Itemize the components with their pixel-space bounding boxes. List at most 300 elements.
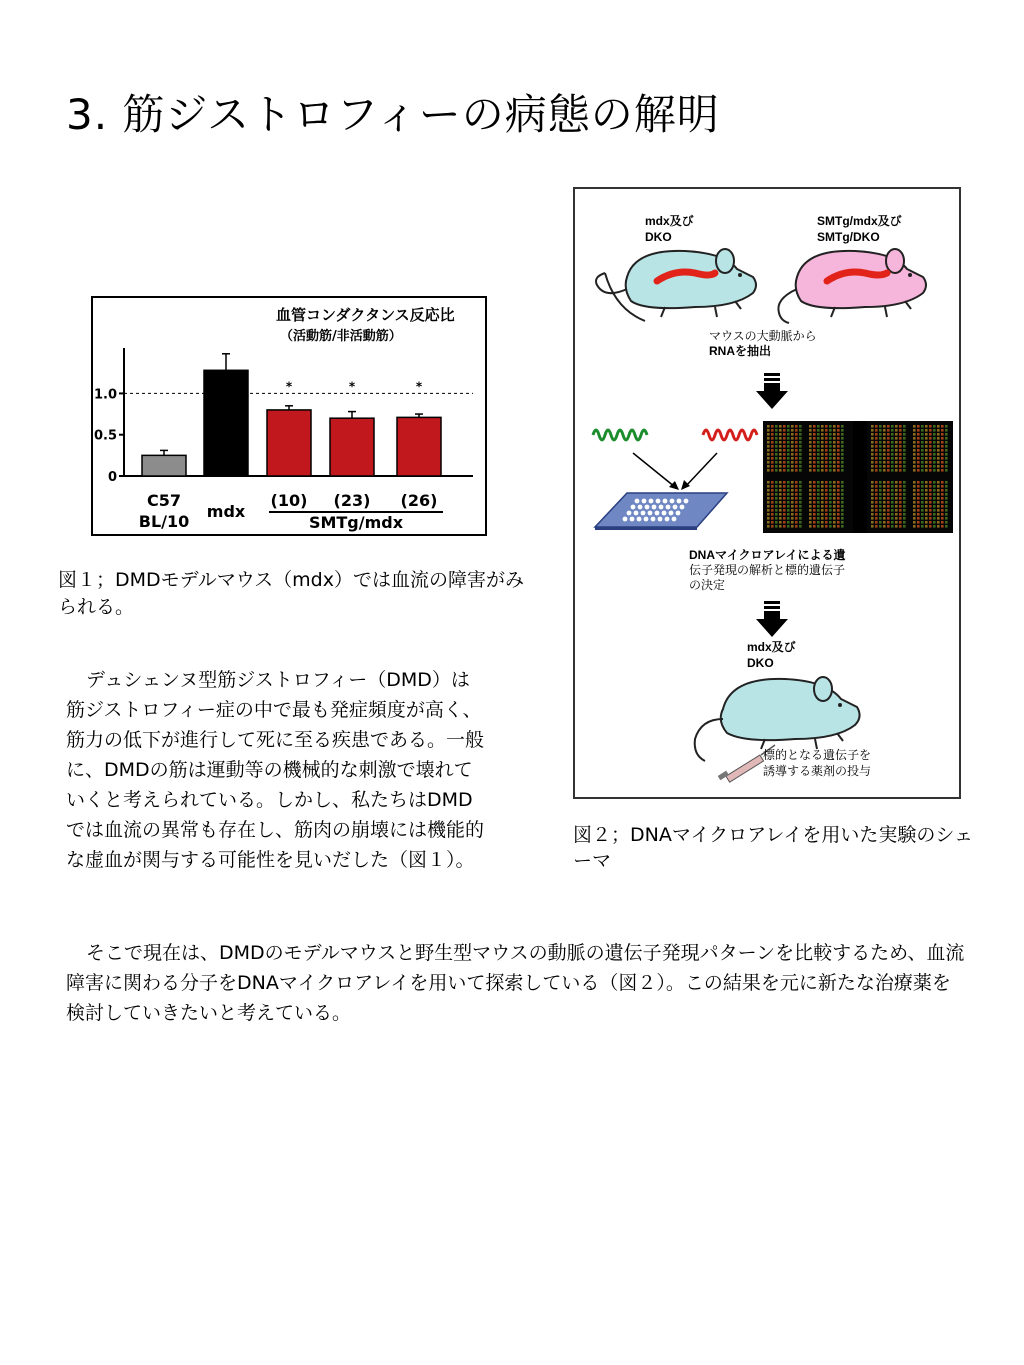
array-spot — [899, 449, 902, 452]
body-paragraph-2 — [66, 938, 966, 1028]
array-spot — [941, 493, 944, 496]
array-spot — [771, 433, 774, 436]
array-spot — [841, 501, 844, 504]
array-spot — [899, 469, 902, 472]
array-spot — [871, 453, 874, 456]
array-spot — [929, 505, 932, 508]
array-spot — [883, 457, 886, 460]
array-spot — [787, 465, 790, 468]
array-spot — [913, 521, 916, 524]
array-spot — [833, 521, 836, 524]
array-spot — [813, 429, 816, 432]
array-spot — [799, 457, 802, 460]
array-spot — [817, 485, 820, 488]
array-spot — [783, 437, 786, 440]
array-spot — [945, 489, 948, 492]
array-spot — [941, 457, 944, 460]
array-spot — [775, 433, 778, 436]
array-spot — [787, 449, 790, 452]
microarray-image — [763, 421, 953, 533]
array-spot — [817, 429, 820, 432]
array-spot — [837, 449, 840, 452]
array-spot — [917, 445, 920, 448]
array-spot — [841, 429, 844, 432]
array-spot — [795, 497, 798, 500]
mouse-mdx-icon — [596, 249, 756, 321]
array-spot — [775, 449, 778, 452]
array-spot — [817, 425, 820, 428]
array-spot — [833, 457, 836, 460]
array-spot — [929, 501, 932, 504]
array-spot — [895, 513, 898, 516]
array-spot — [809, 517, 812, 520]
array-spot — [799, 517, 802, 520]
array-spot — [945, 493, 948, 496]
array-spot — [887, 497, 890, 500]
array-spot — [799, 465, 802, 468]
array-spot — [883, 429, 886, 432]
array-spot — [891, 489, 894, 492]
slide-spot — [665, 517, 670, 522]
array-spot — [833, 505, 836, 508]
array-spot — [783, 457, 786, 460]
array-spot — [899, 437, 902, 440]
array-spot — [791, 513, 794, 516]
array-spot — [791, 445, 794, 448]
array-spot — [837, 465, 840, 468]
array-spot — [945, 525, 948, 528]
array-spot — [945, 509, 948, 512]
array-spot — [879, 517, 882, 520]
array-spot — [937, 445, 940, 448]
array-spot — [767, 513, 770, 516]
array-spot — [875, 489, 878, 492]
array-spot — [895, 453, 898, 456]
array-spot — [809, 469, 812, 472]
array-spot — [775, 493, 778, 496]
array-spot — [871, 521, 874, 524]
array-spot — [913, 429, 916, 432]
array-spot — [813, 497, 816, 500]
array-spot — [899, 513, 902, 516]
array-spot — [841, 509, 844, 512]
figure1-chart — [91, 296, 487, 536]
array-spot — [817, 521, 820, 524]
array-spot — [809, 445, 812, 448]
array-spot — [917, 429, 920, 432]
array-spot — [799, 521, 802, 524]
array-spot — [875, 505, 878, 508]
mouse-smtg-icon — [778, 249, 926, 323]
slide-spot — [658, 517, 663, 522]
array-spot — [767, 517, 770, 520]
slide-spot — [680, 505, 685, 510]
array-spot — [767, 461, 770, 464]
array-spot — [767, 457, 770, 460]
array-spot — [945, 437, 948, 440]
array-spot — [925, 449, 928, 452]
array-spot — [787, 521, 790, 524]
array-spot — [875, 465, 878, 468]
array-spot — [791, 453, 794, 456]
array-spot — [899, 517, 902, 520]
array-spot — [891, 457, 894, 460]
array-spot — [771, 513, 774, 516]
array-spot — [767, 493, 770, 496]
array-spot — [921, 429, 924, 432]
array-spot — [921, 441, 924, 444]
array-spot — [895, 509, 898, 512]
array-spot — [925, 493, 928, 496]
array-spot — [913, 517, 916, 520]
array-spot — [887, 489, 890, 492]
array-spot — [921, 517, 924, 520]
array-spot — [871, 433, 874, 436]
array-spot — [813, 509, 816, 512]
array-spot — [879, 437, 882, 440]
array-spot — [787, 513, 790, 516]
array-spot — [925, 481, 928, 484]
array-spot — [813, 481, 816, 484]
array-spot — [921, 493, 924, 496]
array-spot — [891, 497, 894, 500]
array-spot — [875, 425, 878, 428]
array-spot — [887, 525, 890, 528]
array-spot — [821, 441, 824, 444]
array-spot — [817, 461, 820, 464]
array-spot — [921, 425, 924, 428]
array-spot — [937, 525, 940, 528]
array-spot — [837, 425, 840, 428]
array-spot — [945, 469, 948, 472]
array-spot — [941, 513, 944, 516]
array-spot — [903, 449, 906, 452]
array-spot — [813, 445, 816, 448]
array-spot — [791, 441, 794, 444]
array-spot — [925, 517, 928, 520]
array-spot — [779, 513, 782, 516]
array-spot — [799, 513, 802, 516]
array-spot — [795, 505, 798, 508]
array-spot — [833, 509, 836, 512]
array-spot — [921, 509, 924, 512]
array-spot — [787, 501, 790, 504]
array-spot — [825, 521, 828, 524]
category-label: C57 — [146, 491, 182, 510]
array-spot — [809, 465, 812, 468]
array-spot — [933, 433, 936, 436]
array-spot — [887, 441, 890, 444]
array-spot — [799, 433, 802, 436]
array-spot — [913, 453, 916, 456]
array-spot — [879, 445, 882, 448]
array-spot — [809, 429, 812, 432]
step3-text-a: 標的となる遺伝子を — [763, 748, 872, 762]
array-spot — [883, 425, 886, 428]
array-spot — [871, 457, 874, 460]
array-spot — [917, 481, 920, 484]
slide-spot — [662, 511, 667, 516]
array-spot — [883, 525, 886, 528]
array-spot — [821, 525, 824, 528]
slide-spot — [644, 517, 649, 522]
array-spot — [883, 441, 886, 444]
array-spot — [829, 485, 832, 488]
array-spot — [871, 497, 874, 500]
array-spot — [945, 513, 948, 516]
figure2-caption: 図２；DNAマイクロアレイを用いた実験のシェーマ — [573, 824, 973, 872]
array-spot — [825, 525, 828, 528]
array-spot — [841, 465, 844, 468]
array-spot — [771, 437, 774, 440]
array-spot — [779, 485, 782, 488]
array-spot — [871, 481, 874, 484]
array-spot — [833, 461, 836, 464]
array-spot — [895, 441, 898, 444]
array-spot — [799, 505, 802, 508]
array-spot — [925, 453, 928, 456]
array-spot — [913, 433, 916, 436]
array-spot — [809, 461, 812, 464]
array-spot — [929, 509, 932, 512]
slide-spot — [652, 505, 657, 510]
array-spot — [925, 501, 928, 504]
array-spot — [791, 493, 794, 496]
array-spot — [809, 497, 812, 500]
array-spot — [795, 457, 798, 460]
array-spot — [929, 497, 932, 500]
array-spot — [903, 453, 906, 456]
array-spot — [787, 433, 790, 436]
array-spot — [799, 469, 802, 472]
array-spot — [933, 505, 936, 508]
array-spot — [875, 469, 878, 472]
array-spot — [779, 505, 782, 508]
array-spot — [791, 517, 794, 520]
array-spot — [821, 429, 824, 432]
array-spot — [795, 441, 798, 444]
array-spot — [875, 453, 878, 456]
array-spot — [825, 441, 828, 444]
array-spot — [837, 469, 840, 472]
array-spot — [791, 485, 794, 488]
array-spot — [791, 433, 794, 436]
array-spot — [929, 457, 932, 460]
array-spot — [937, 437, 940, 440]
array-spot — [903, 437, 906, 440]
array-spot — [775, 489, 778, 492]
array-spot — [817, 449, 820, 452]
array-spot — [937, 509, 940, 512]
array-spot — [941, 469, 944, 472]
array-spot — [817, 509, 820, 512]
array-spot — [771, 461, 774, 464]
array-spot — [825, 505, 828, 508]
array-spot — [899, 505, 902, 508]
body-text-2: そこで現在は、DMDのモデルマウスと野生型マウスの動脈の遺伝子発現パターンを比較するため、血流障害に関わる分子をDNAマイクロアレイを用いて探索している（図２）。この結果を元に新たな治療薬を検討していきたいと考えている。 — [66, 942, 965, 1024]
array-spot — [899, 457, 902, 460]
array-spot — [837, 441, 840, 444]
array-spot — [917, 465, 920, 468]
array-spot — [883, 493, 886, 496]
array-spot — [799, 501, 802, 504]
array-spot — [833, 433, 836, 436]
array-spot — [775, 521, 778, 524]
array-spot — [913, 509, 916, 512]
array-spot — [879, 497, 882, 500]
array-spot — [825, 433, 828, 436]
array-spot — [895, 449, 898, 452]
array-spot — [879, 509, 882, 512]
array-spot — [871, 449, 874, 452]
array-spot — [933, 517, 936, 520]
array-spot — [871, 461, 874, 464]
array-spot — [799, 449, 802, 452]
array-spot — [937, 461, 940, 464]
array-spot — [799, 485, 802, 488]
array-spot — [887, 481, 890, 484]
array-spot — [937, 497, 940, 500]
array-spot — [871, 489, 874, 492]
array-spot — [925, 509, 928, 512]
arrow-line-left — [633, 453, 675, 487]
array-spot — [913, 501, 916, 504]
array-spot — [921, 513, 924, 516]
array-spot — [771, 509, 774, 512]
array-spot — [891, 505, 894, 508]
array-spot — [917, 525, 920, 528]
array-spot — [787, 481, 790, 484]
array-spot — [779, 461, 782, 464]
array-spot — [879, 493, 882, 496]
array-spot — [817, 481, 820, 484]
array-spot — [787, 525, 790, 528]
array-spot — [913, 481, 916, 484]
array-spot — [771, 465, 774, 468]
array-spot — [767, 429, 770, 432]
array-spot — [817, 457, 820, 460]
step3-text-b: 誘導する薬剤の投与 — [763, 764, 872, 778]
array-spot — [887, 493, 890, 496]
array-spot — [841, 493, 844, 496]
array-spot — [795, 481, 798, 484]
array-spot — [879, 505, 882, 508]
array-spot — [833, 489, 836, 492]
array-spot — [933, 513, 936, 516]
array-spot — [821, 489, 824, 492]
array-spot — [941, 489, 944, 492]
array-spot — [825, 493, 828, 496]
arrow-line-right — [685, 453, 717, 487]
array-spot — [933, 469, 936, 472]
array-spot — [809, 449, 812, 452]
array-spot — [825, 425, 828, 428]
array-spot — [775, 509, 778, 512]
array-spot — [875, 437, 878, 440]
array-spot — [871, 425, 874, 428]
array-spot — [809, 485, 812, 488]
array-spot — [883, 461, 886, 464]
array-spot — [837, 429, 840, 432]
mouse2-label-b: SMTg/DKO — [817, 230, 880, 244]
array-spot — [937, 501, 940, 504]
array-spot — [899, 525, 902, 528]
y-tick-label: 0 — [107, 470, 117, 485]
array-spot — [837, 433, 840, 436]
array-spot — [813, 517, 816, 520]
array-spot — [837, 497, 840, 500]
array-spot — [775, 505, 778, 508]
array-spot — [917, 437, 920, 440]
array-spot — [767, 433, 770, 436]
array-spot — [821, 433, 824, 436]
array-spot — [917, 433, 920, 436]
mouse1-label-b: DKO — [645, 230, 672, 244]
array-spot — [787, 445, 790, 448]
slide-spot — [623, 517, 628, 522]
array-spot — [921, 465, 924, 468]
array-spot — [883, 485, 886, 488]
array-spot — [879, 521, 882, 524]
array-spot — [917, 505, 920, 508]
array-spot — [941, 481, 944, 484]
array-spot — [821, 465, 824, 468]
slide-spot — [666, 505, 671, 510]
array-spot — [941, 449, 944, 452]
array-spot — [921, 481, 924, 484]
array-spot — [837, 461, 840, 464]
array-spot — [809, 505, 812, 508]
array-spot — [783, 441, 786, 444]
array-spot — [883, 501, 886, 504]
array-spot — [799, 493, 802, 496]
array-spot — [825, 461, 828, 464]
array-spot — [933, 485, 936, 488]
array-spot — [913, 489, 916, 492]
array-spot — [817, 505, 820, 508]
array-spot — [917, 485, 920, 488]
array-spot — [879, 433, 882, 436]
array-spot — [829, 429, 832, 432]
array-spot — [791, 465, 794, 468]
array-spot — [833, 469, 836, 472]
array-spot — [917, 449, 920, 452]
array-spot — [941, 509, 944, 512]
array-spot — [883, 433, 886, 436]
array-spot — [799, 425, 802, 428]
array-spot — [767, 497, 770, 500]
array-spot — [929, 437, 932, 440]
array-spot — [795, 521, 798, 524]
array-spot — [821, 497, 824, 500]
array-spot — [929, 441, 932, 444]
array-spot — [813, 513, 816, 516]
array-spot — [771, 453, 774, 456]
significance-mark: * — [415, 379, 423, 394]
array-spot — [795, 493, 798, 496]
array-spot — [795, 469, 798, 472]
array-spot — [887, 433, 890, 436]
array-spot — [791, 449, 794, 452]
array-spot — [841, 453, 844, 456]
array-spot — [787, 469, 790, 472]
category-label-line2: BL/10 — [138, 512, 190, 531]
array-spot — [879, 457, 882, 460]
array-spot — [795, 437, 798, 440]
array-spot — [817, 501, 820, 504]
array-spot — [929, 425, 932, 428]
category-label: (26) — [400, 491, 438, 510]
